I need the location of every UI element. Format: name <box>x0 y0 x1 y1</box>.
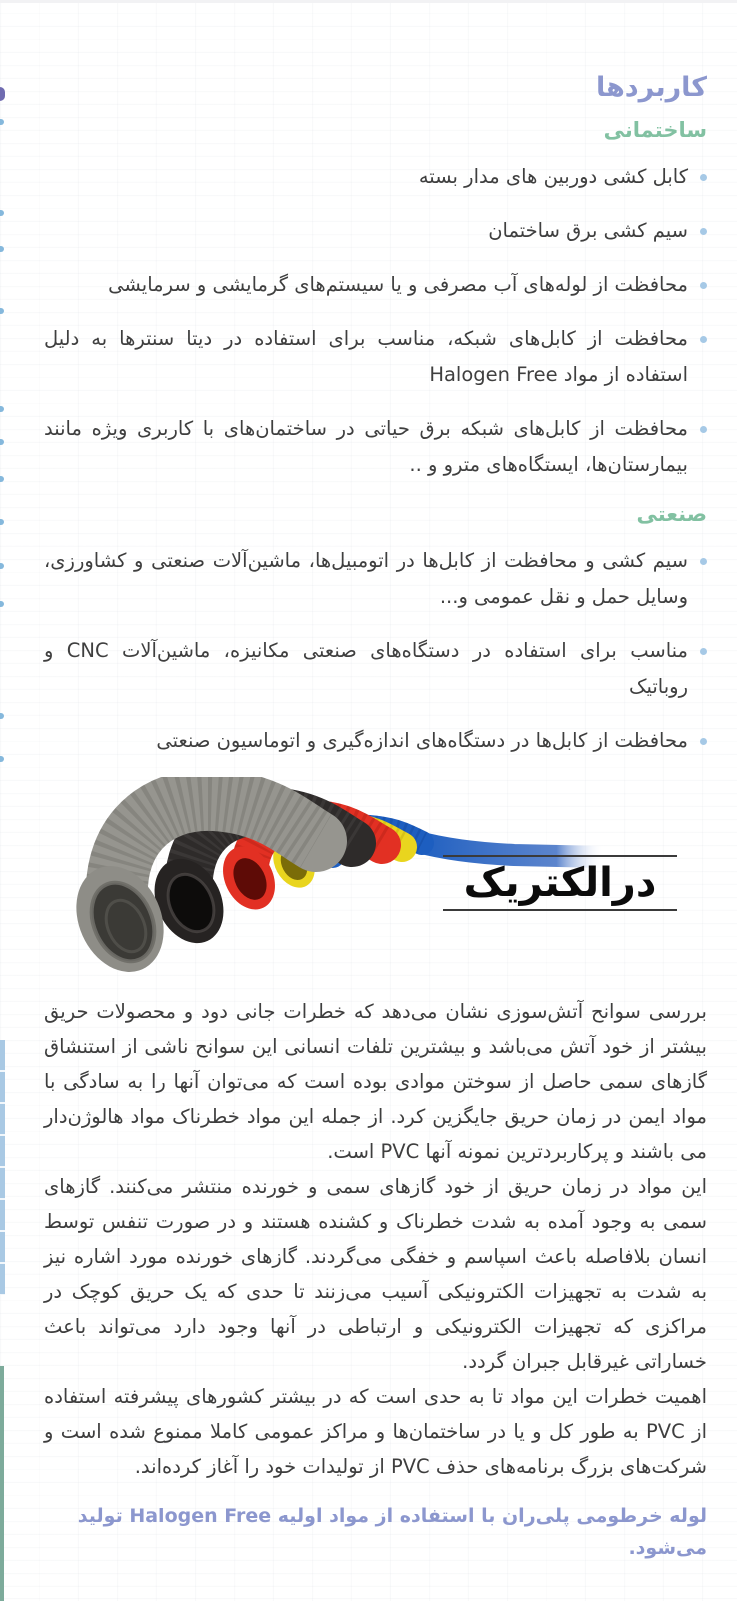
construction-list <box>44 159 707 483</box>
list-item <box>44 411 707 483</box>
section-heading-industrial: صنعتی <box>636 502 707 526</box>
body-text <box>44 994 707 1484</box>
corrugated-tubes-photo <box>44 777 707 982</box>
bullet-dot-icon <box>700 648 707 655</box>
list-item-text: مناسب برای استفاده در دستگاه‌های صنعتی مکانیزه، ماشین‌آلات CNC و روباتیک <box>44 639 688 698</box>
list-item <box>44 723 707 759</box>
list-item <box>44 213 707 249</box>
list-item <box>44 543 707 615</box>
paragraph: اهمیت خطرات این مواد تا به حدی است که در بیشتر کشورهای پیشرفته استفاده از PVC به طور کل و یا در ساختمان‌ها و مراکز عمومی کاملا ممنوع شده است و شرکت‌های بزرگ برنامه‌های حذف PVC از تولیدات خود را آغاز کرده‌اند. <box>44 1385 707 1478</box>
bullet-dot-icon <box>700 738 707 745</box>
industrial-list <box>44 543 707 759</box>
list-item-text: سیم کشی برق ساختمان <box>488 219 688 242</box>
bullet-dot-icon <box>700 558 707 565</box>
list-item <box>44 321 707 393</box>
edge-table-strip-fragment <box>0 1040 5 1295</box>
paragraph: بررسی سوانح آتش‌سوزی نشان می‌دهد که خطرات جانی دود و محصولات حریق بیشتر از خود آتش می‌باشد و بیشترین تلفات انسانی این سوانح ناشی از استنشاق گازهای سمی حاصل از سوختن موادی بوده است که می‌توان آنها را به سادگی با مواد ایمن در زمان حریق جایگزین کرد. از جمله این مواد خطرناک مواد هالوژن‌دار می باشند و پرکاربردترین نمونه آنها PVC است. <box>44 1000 707 1163</box>
list-item-text: محافظت از لوله‌های آب مصرفی و یا سیستم‌های گرمایشی و سرمایشی <box>108 273 688 296</box>
list-item-text: محافظت از کابل‌ها در دستگاه‌های اندازه‌گیری و اتوماسیون صنعتی <box>156 729 688 752</box>
list-item <box>44 159 707 195</box>
bullet-dot-icon <box>700 336 707 343</box>
paragraph: این مواد در زمان حریق از خود گازهای سمی و خورنده منتشر می‌کنند. گازهای سمی به وجود آمده به شدت خطرناک و کشنده هستند و در صورت تنفس توسط انسان بلافاصله باعث اسپاسم و خفگی می‌گردند. گازهای خورنده مورد اشاره نیز به شدت به تجهیزات الکترونیکی آسیب می‌زنند تا حدی که یک حریق کوچک در مراکزی که تجهیزات الکترونیکی و ارتباطی در آنها وجود دارد می‌تواند باعث خساراتی غیرقابل جبران گردد. <box>44 1175 707 1373</box>
highlight-note: لوله خرطومی پلی‌ران با استفاده از مواد اولیه Halogen Free تولید می‌شود. <box>77 1505 707 1559</box>
section-heading-construction: ساختمانی <box>603 118 707 142</box>
bullet-dot-icon <box>700 228 707 235</box>
list-item-text: محافظت از کابل‌های شبکه برق حیاتی در ساختمان‌های با کاربری ویژه مانند بیمارستان‌ها، ایستگاه‌های مترو و .. <box>44 417 688 476</box>
list-item-text: سیم کشی و محافظت از کابل‌ها در اتومبیل‌ها، ماشین‌آلات صنعتی و کشاورزی، وسایل حمل و نقل عمومی و... <box>44 549 688 608</box>
list-item <box>44 267 707 303</box>
list-item <box>44 633 707 705</box>
list-item-text: کابل کشی دوربین های مدار بسته <box>418 165 688 188</box>
bullet-dot-icon <box>700 174 707 181</box>
edge-sidebar-strip-fragment <box>0 1366 4 1601</box>
page-title: کاربردها <box>595 72 707 103</box>
page-content <box>0 3 737 1564</box>
brand-logo: درالکتریک <box>443 855 677 911</box>
list-item-text: محافظت از کابل‌های شبکه، مناسب برای استفاده در دیتا سنترها به دلیل استفاده از مواد Halogen Free <box>44 327 688 386</box>
bullet-dot-icon <box>700 426 707 433</box>
bullet-dot-icon <box>700 282 707 289</box>
